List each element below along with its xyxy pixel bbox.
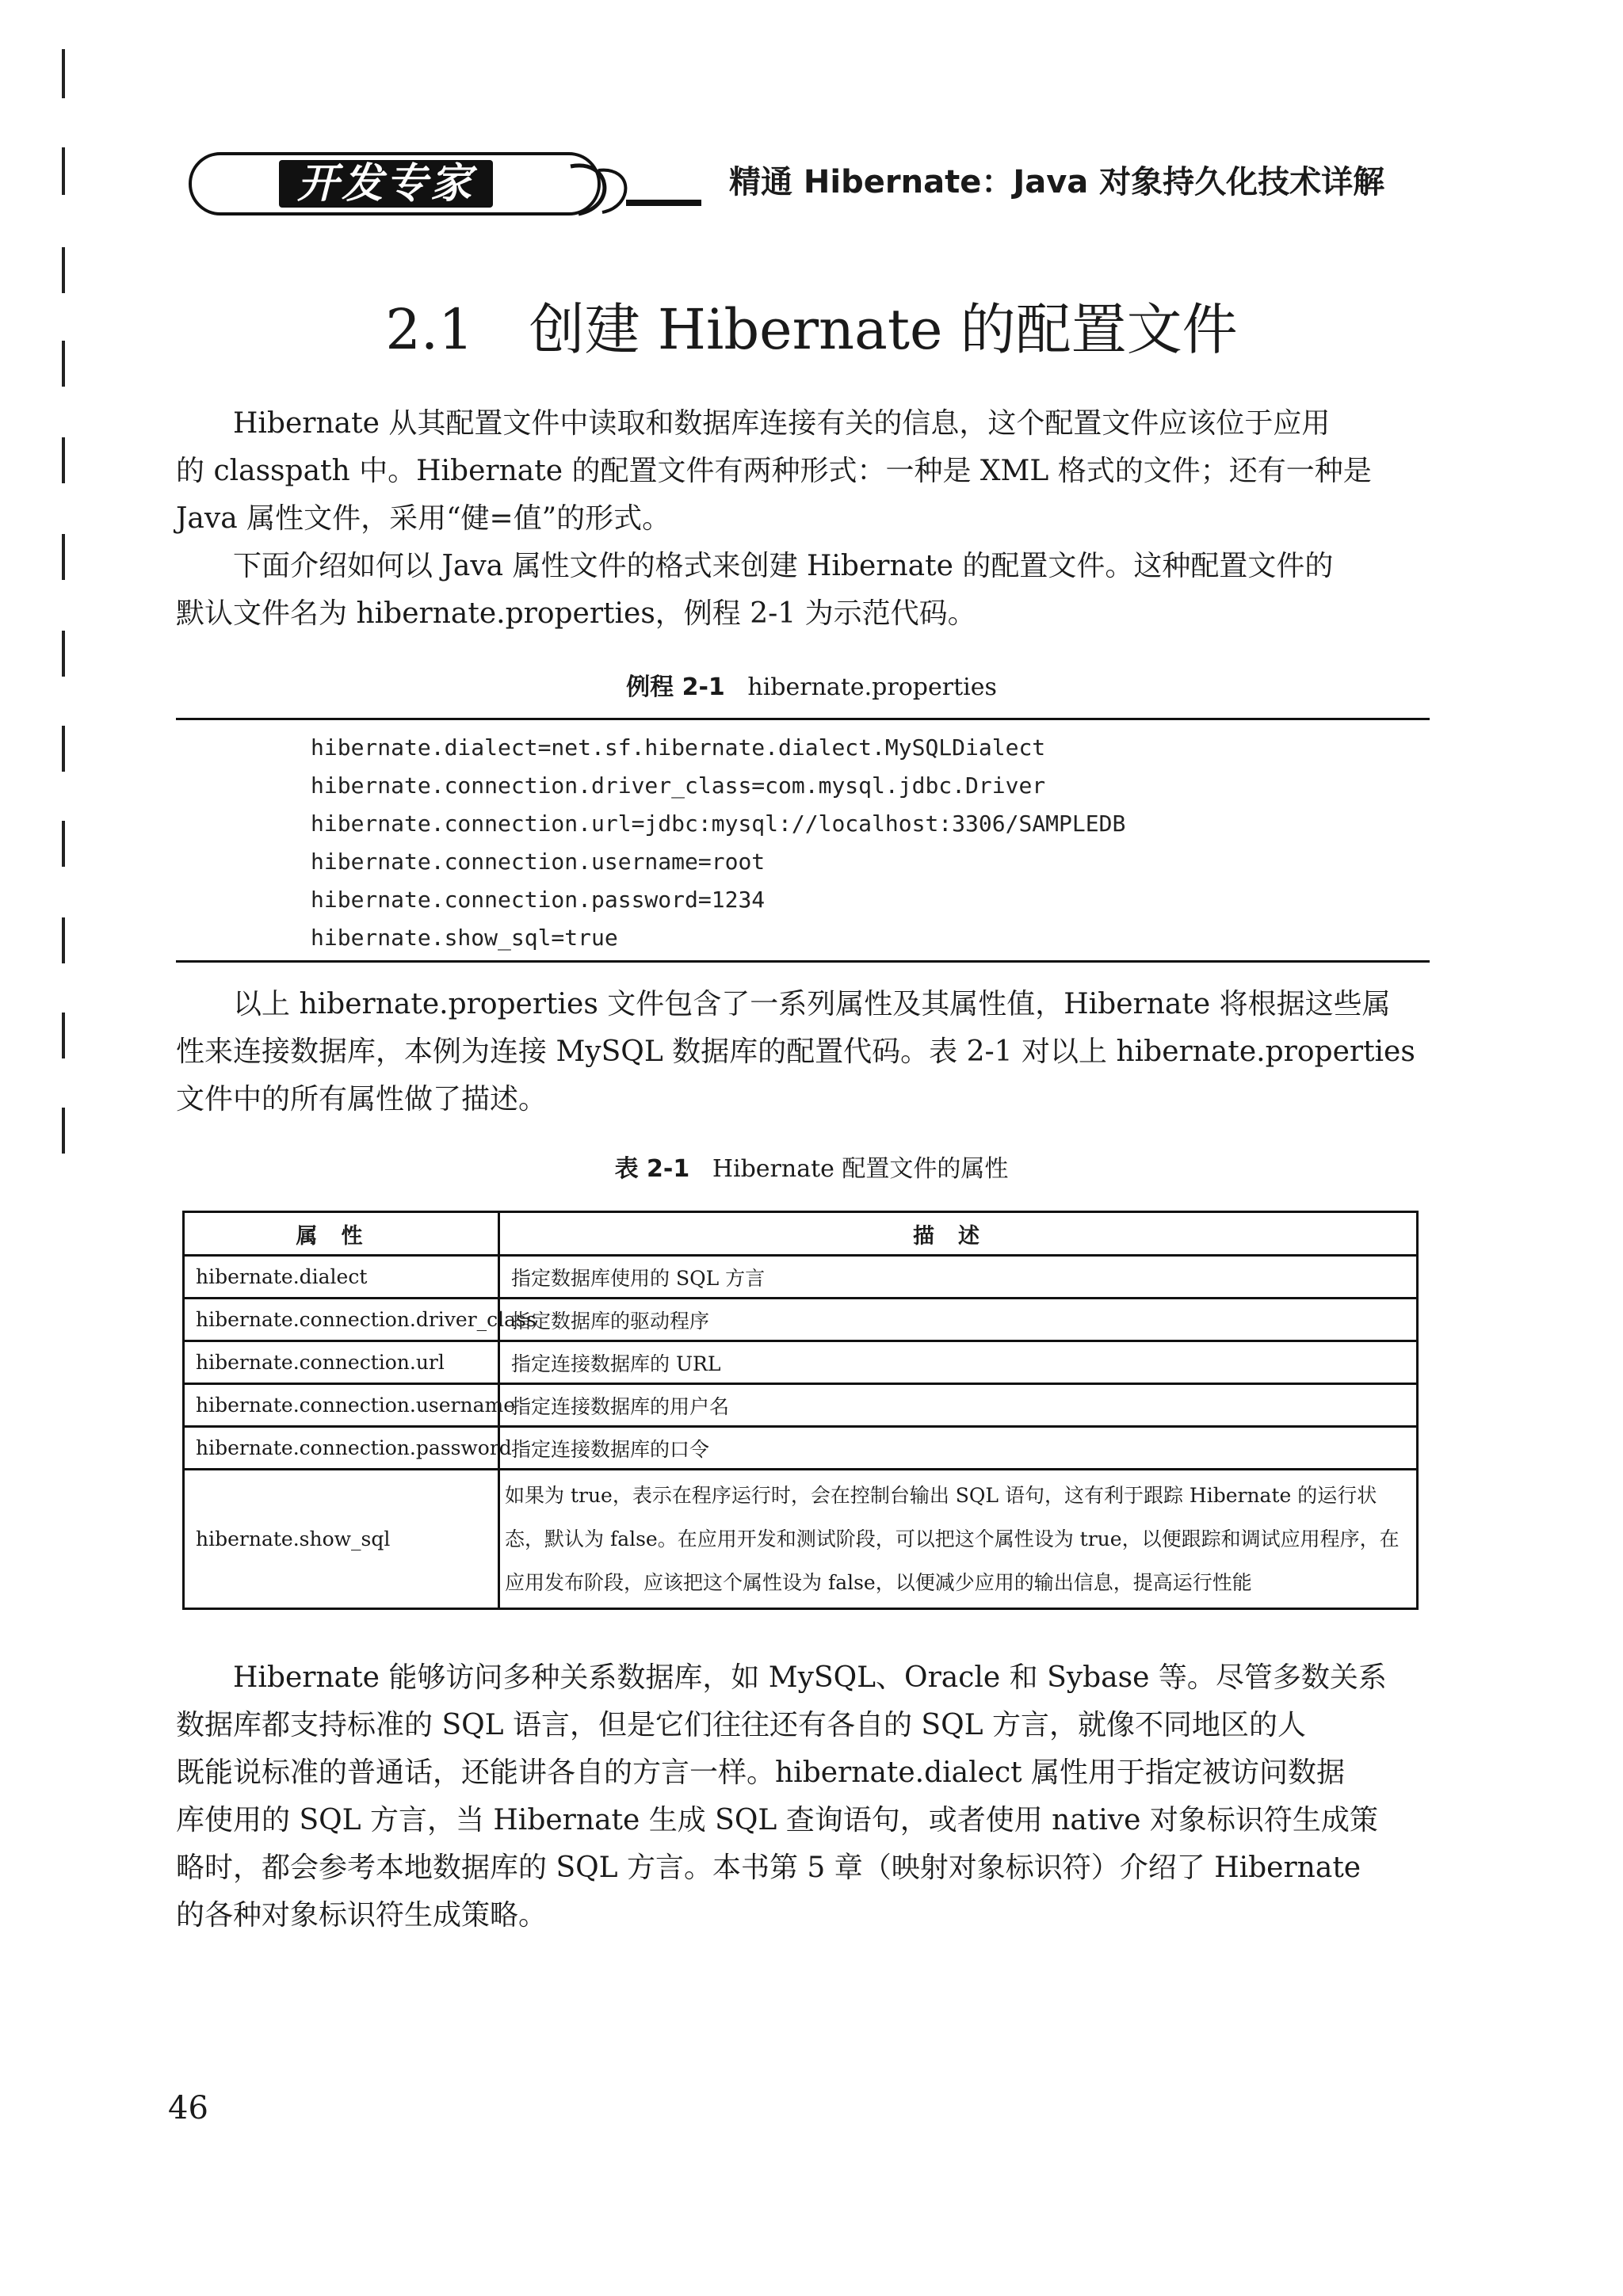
code-line: hibernate.connection.url=jdbc:mysql://localhost:3306/SAMPLEDB: [311, 810, 1126, 837]
code-top-rule: [176, 718, 1430, 720]
table-row: [184, 1256, 1418, 1299]
table-caption-label: 表 2-1: [614, 1155, 690, 1183]
table-row: [184, 1470, 1418, 1609]
example-caption-label: 例程 2-1: [626, 673, 725, 701]
properties-table: [182, 1211, 1419, 1610]
margin-mark: [62, 49, 65, 98]
desc-cell: 如果为 true，表示在程序运行时，会在控制台输出 SQL 语句，这有利于跟踪 Hibernate 的运行状态，默认为 false。在应用开发和测试阶段，可以把这个属性设为 true，以便跟踪和调试应用程序，在应用发布阶段，应该把这个属性设为 false，以便减少应用的输出信息，提高运行性能: [499, 1470, 1418, 1609]
margin-mark: [62, 534, 65, 580]
paragraph-3: 以上 hibernate.properties 文件包含了一系列属性及其属性值，Hibernate 将根据这些属 性来连接数据库，本例为连接 MySQL 数据库的配置代码。表 2-1 对以上 hibernate.properties 文件中的所有属性做了描述。: [176, 988, 1415, 1116]
table-row: [184, 1299, 1418, 1341]
header-attribute: 属性: [184, 1212, 499, 1256]
code-line: hibernate.dialect=net.sf.hibernate.dialect.MySQLDialect: [311, 734, 1046, 761]
attr-cell: hibernate.dialect: [184, 1256, 499, 1299]
desc-cell: 指定连接数据库的用户名: [499, 1384, 1418, 1427]
attr-cell: hibernate.show_sql: [184, 1470, 499, 1609]
code-bottom-rule: [176, 960, 1430, 963]
code-block: [311, 729, 1125, 957]
attr-cell: hibernate.connection.driver_class: [184, 1299, 499, 1341]
code-line: hibernate.connection.username=root: [311, 849, 766, 875]
paragraph-4: Hibernate 能够访问多种关系数据库，如 MySQL、Oracle 和 Sybase 等。尽管多数关系 数据库都支持标准的 SQL 语言，但是它们往往还有各自的 SQL 方言，就像不同地区的人 既能说标准的普通话，还能讲各自的方言一样。hibernate.dialect 属性用于指定被访问数据 库使用的 SQL 方言，当 Hibernate 生成 SQL 查询语句，或者使用 native 对象标识符生成策 略时，都会参考本地数据库的 SQL 方言。本书第 5 章（映射对象标识符）介绍了 Hibernate 的各种对象标识符生成策略。: [176, 1661, 1387, 1932]
code-line: hibernate.connection.password=1234: [311, 887, 766, 913]
section-number: 2.1: [385, 297, 474, 362]
swoosh-icon: [555, 151, 705, 222]
table-row: [184, 1341, 1418, 1384]
page-number: 46: [168, 2090, 208, 2126]
margin-mark: [62, 147, 65, 195]
paragraph-2: 下面介绍如何以 Java 属性文件的格式来创建 Hibernate 的配置文件。这种配置文件的 默认文件名为 hibernate.properties，例程 2-1 为示范代码。: [176, 550, 1334, 630]
paragraph-1: Hibernate 从其配置文件中读取和数据库连接有关的信息，这个配置文件应该位于应用 的 classpath 中。Hibernate 的配置文件有两种形式：一种是 XML 格式的文件；还有一种是 Java 属性文件，采用“健=值”的形式。: [176, 407, 1372, 535]
desc-cell: 指定数据库的驱动程序: [499, 1299, 1418, 1341]
margin-mark: [62, 437, 65, 483]
section-title: 创建 Hibernate 的配置文件: [529, 297, 1238, 362]
example-caption: [0, 667, 1623, 702]
table-header-row: [184, 1212, 1418, 1256]
section-heading: [0, 285, 1623, 365]
desc-cell: 指定数据库使用的 SQL 方言: [499, 1256, 1418, 1299]
attr-cell: hibernate.connection.username: [184, 1384, 499, 1427]
margin-mark: [62, 821, 65, 867]
margin-mark: [62, 726, 65, 772]
example-caption-name: hibernate.properties: [747, 673, 997, 701]
desc-cell: 指定连接数据库的 URL: [499, 1341, 1418, 1384]
margin-mark: [62, 1108, 65, 1154]
attr-cell: hibernate.connection.password: [184, 1427, 499, 1470]
header-description: 描述: [499, 1212, 1418, 1256]
code-line: hibernate.connection.driver_class=com.mysql.jdbc.Driver: [311, 772, 1046, 799]
table-caption-name: Hibernate 配置文件的属性: [712, 1155, 1009, 1183]
desc-cell: 指定连接数据库的口令: [499, 1427, 1418, 1470]
attr-cell: hibernate.connection.url: [184, 1341, 499, 1384]
table-row: [184, 1384, 1418, 1427]
code-line: hibernate.show_sql=true: [311, 925, 618, 951]
margin-mark: [62, 917, 65, 963]
table-row: [184, 1427, 1418, 1470]
table-caption: [0, 1149, 1623, 1184]
series-badge: [189, 152, 601, 215]
series-badge-text: 开发专家: [296, 160, 475, 208]
margin-mark: [62, 1013, 65, 1058]
book-title: 精通 Hibernate：Java 对象持久化技术详解: [729, 164, 1385, 200]
